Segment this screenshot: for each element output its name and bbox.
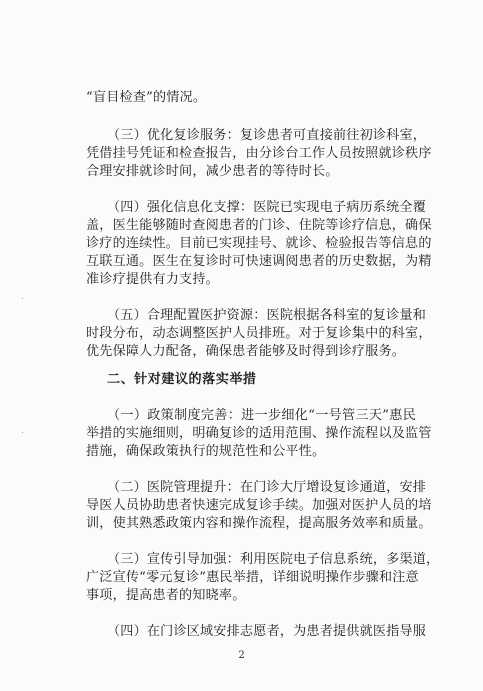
scan-speck — [22, 298, 23, 299]
text-line: （一）政策制度完善：进一步细化“一号管三天”惠民 — [107, 408, 416, 423]
text-line: （四）强化信息化支撑：医院已实现电子病历系统全覆 — [107, 200, 427, 215]
text-line: 广泛宣传“零元复诊”惠民举措，详细说明操作步骤和注意 — [86, 570, 419, 585]
scan-speck — [22, 432, 23, 433]
text-line: 优先保障人力配备，确保患者能够及时得到诊疗服务。 — [86, 344, 406, 359]
text-line: （三）宣传引导加强：利用医院电子信息系统，多渠道， — [107, 552, 440, 567]
text-line: 凭借挂号凭证和检查报告，由分诊台工作人员按照就诊秩序 — [86, 146, 432, 161]
text-line: 盖，医生能够随时查阅患者的门诊、住院等诊疗信息，确保 — [86, 218, 432, 233]
text-line: 导医人员协助患者快速完成复诊手续。加强对医护人员的培 — [86, 498, 432, 513]
section-heading: 二、针对建议的落实举措 — [107, 372, 257, 387]
text-line: 举措的实施细则，明确复诊的适用范围、操作流程以及监管 — [86, 426, 432, 441]
text-line: （二）医院管理提升：在门诊大厅增设复诊通道，安排 — [107, 480, 427, 495]
text-line: 合理安排就诊时间，减少患者的等待时长。 — [86, 164, 339, 179]
text-line: （四）在门诊区域安排志愿者，为患者提供就医指导服 — [107, 624, 427, 639]
page-number: 2 — [238, 650, 245, 661]
text-line: 准诊疗提供有力支持。 — [86, 272, 219, 287]
text-line: “盲目检查”的情况。 — [86, 90, 207, 105]
text-line: 措施，确保政策执行的规范性和公平性。 — [86, 444, 326, 459]
text-line: 时段分布，动态调整医护人员排班。对于复诊集中的科室， — [86, 326, 432, 341]
text-line: （五）合理配置医护资源：医院根据各科室的复诊量和 — [107, 308, 427, 323]
text-line: 互联互通。医生在复诊时可快速调阅患者的历史数据，为精 — [86, 254, 432, 269]
text-line: 训，使其熟悉政策内容和操作流程，提高服务效率和质量。 — [86, 516, 432, 531]
text-line: 事项，提高患者的知晓率。 — [86, 588, 246, 603]
text-line: （三）优化复诊服务：复诊患者可直接前往初诊科室， — [107, 128, 427, 143]
text-line: 诊疗的连续性。目前已实现挂号、就诊、检验报告等信息的 — [86, 236, 432, 251]
